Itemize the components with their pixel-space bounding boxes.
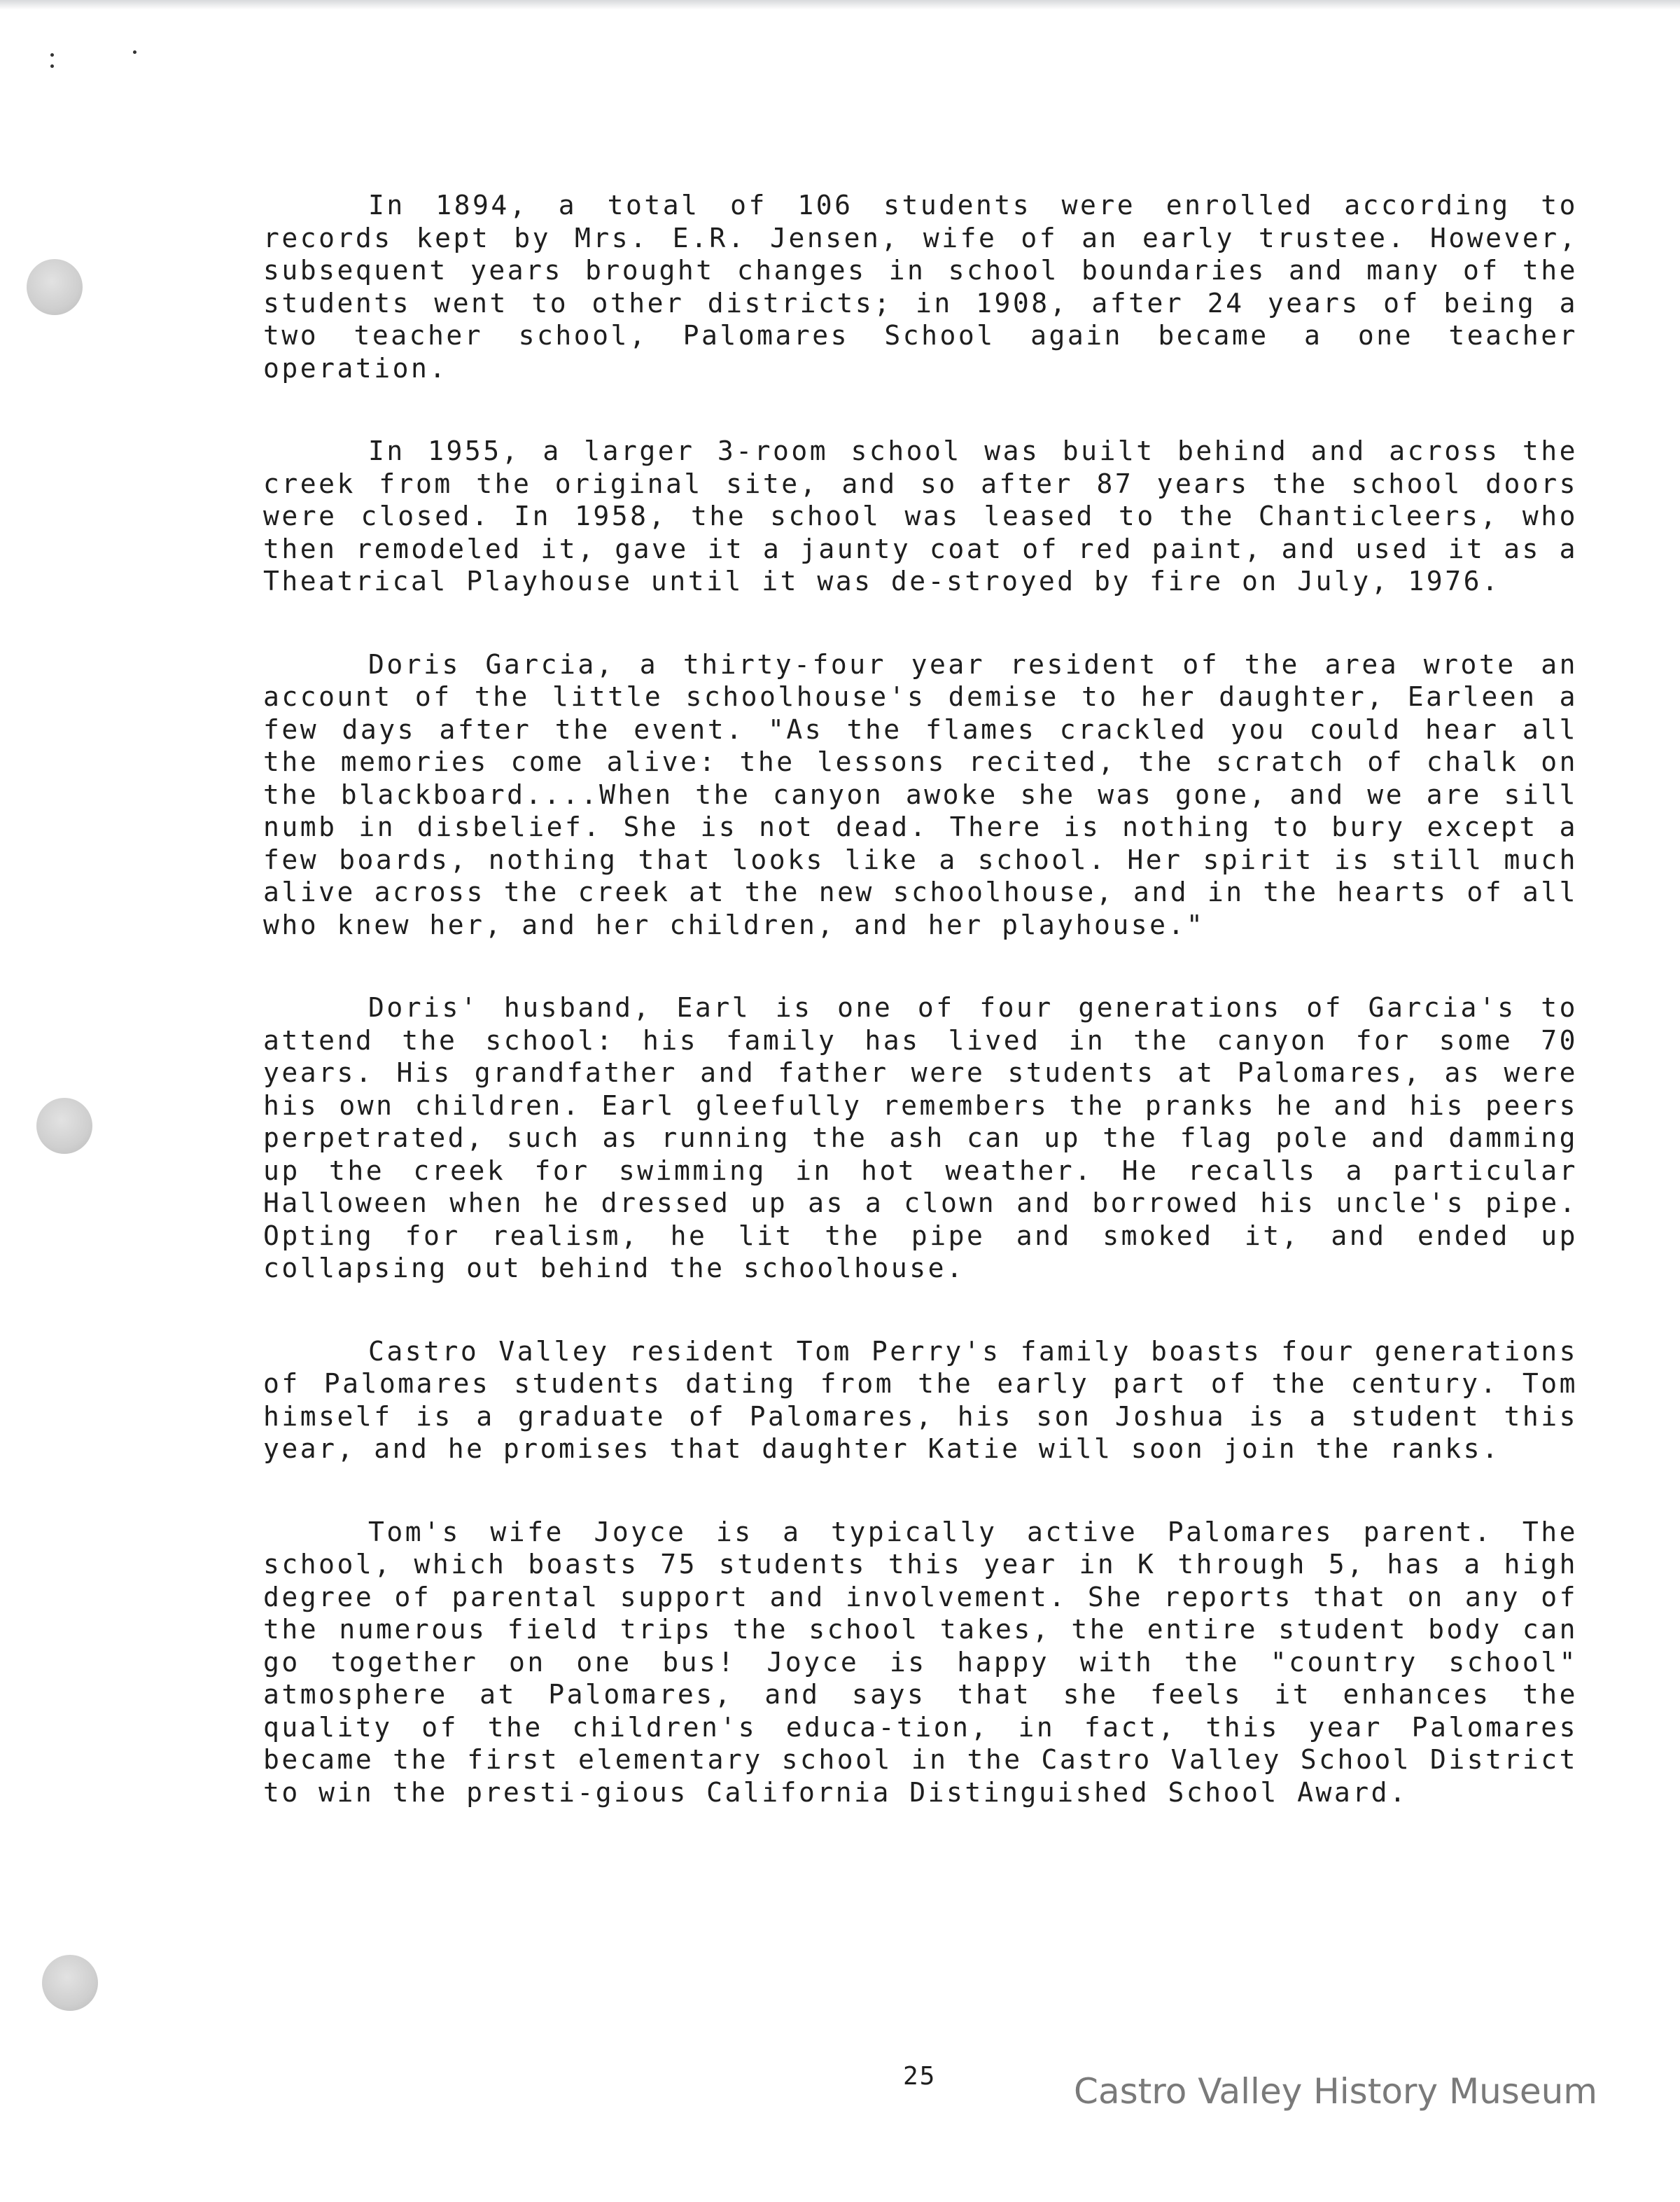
binder-hole-bottom — [42, 1955, 98, 2011]
paper-speck — [50, 64, 54, 68]
paragraph-doris-garcia-account: Doris Garcia, a thirty-four year resident of the area wrote an account of the little schoolhouse's demise to her daughter, Earleen a few days after the event. "As the flames crackled you could hear all the memories come alive: the lessons recited, the scratch of chalk on the blackboard....When the canyon awoke she was gone, and we are sill numb in disbelief. She is not dead. There is nothing to bury except a few boards, nothing that looks like a school. Her spirit is still much alive across the creek at the new schoolhouse, and in the hearts of all who knew her, and her children, and her playhouse." — [263, 648, 1578, 940]
document-body — [263, 189, 1578, 1859]
museum-watermark: Castro Valley History Museum — [1074, 2071, 1597, 2112]
paragraph-joyce-perry: Tom's wife Joyce is a typically active Palomares parent. The school, which boasts 75 students this year in K through 5, has a high degree of parental support and involvement. She reports that on any of the numerous field trips the school takes, the entire student body can go together on one bus! Joyce is happy with the "country school" atmosphere at Palomares, and says that she feels it enhances the quality of the children's educa-tion, in fact, this year Palomares became the first elementary school in the Castro Valley School District to win the presti-gious California Distinguished School Award. — [263, 1516, 1578, 1808]
paragraph-earl-garcia: Doris' husband, Earl is one of four generations of Garcia's to attend the school: his family has lived in the canyon for some 70 years. His grandfather and father were students at Palomares, as were his own children. Earl gleefully remembers the pranks he and his peers perpetrated, such as running the ash can up the flag pole and damming up the creek for swimming in hot weather. He recalls a particular Halloween when he dressed up as a clown and borrowed his uncle's pipe. Opting for realism, he lit the pipe and smoked it, and ended up collapsing out behind the schoolhouse. — [263, 992, 1578, 1283]
binder-hole-top — [27, 259, 83, 315]
paragraph-tom-perry: Castro Valley resident Tom Perry's family boasts four generations of Palomares students dating from the early part of the century. Tom himself is a graduate of Palomares, his son Joshua is a student this year, and he promises that daughter Katie will soon join the ranks. — [263, 1335, 1578, 1464]
binder-hole-middle — [36, 1098, 92, 1154]
page-number: 25 — [903, 2062, 937, 2091]
paragraph-enrollment-1894: In 1894, a total of 106 students were enrolled according to records kept by Mrs. E.R. Jensen, wife of an early trustee. However, subsequent years brought changes in school boundaries and many of the students went to other districts; in 1908, after 24 years of being a two teacher school, Palomares School again became a one teacher operation. — [263, 190, 1578, 384]
page-top-edge — [0, 0, 1680, 10]
paper-speck — [133, 50, 136, 54]
paper-speck — [50, 53, 54, 57]
paragraph-new-school-1955: In 1955, a larger 3-room school was built behind and across the creek from the original site, and so after 87 years the school doors were closed. In 1958, the school was leased to the Chanticleers, who then remodeled it, gave it a jaunty coat of red paint, and used it as a Theatrical Playhouse until it was de-stroyed by fire on July, 1976. — [263, 435, 1578, 597]
